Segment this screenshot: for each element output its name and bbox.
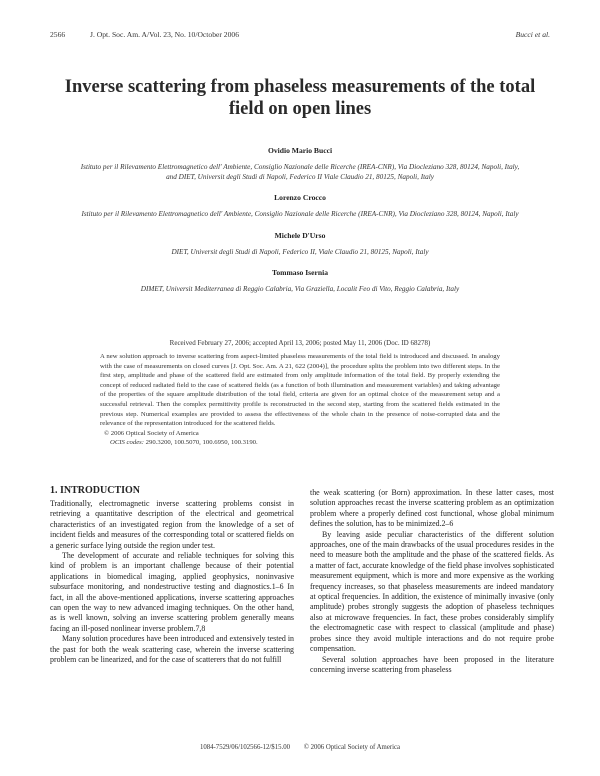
abstract xyxy=(100,352,500,448)
footer-copyright: © 2006 Optical Society of America xyxy=(303,744,401,751)
page-footer xyxy=(0,744,600,751)
paragraph: Several solution approaches have been proposed in the literature concerning inverse scattering from phaseless xyxy=(310,654,554,674)
paragraph: The development of accurate and reliable techniques for solving this kind of problem is an important challenge because of their potential applications in biomedical imaging, applied geophysics, noninvasive subsurface monitoring, and nondestructive testing and diagnostics.1–6 In fact, in all the above-mentioned applications, inverse scattering approaches can open the way to new advanced imaging techniques. On the other hand, as is well known, solving an inverse scattering problem generally means facing an ill-posed nonlinear inverse problem.7,8 xyxy=(50,551,294,633)
author-name: Ovidio Mario Bucci xyxy=(267,146,333,155)
author-list xyxy=(80,145,520,304)
ocis-codes xyxy=(110,438,500,448)
paper-title: Inverse scattering from phaseless measurements of the total field on open lines xyxy=(64,77,536,119)
ocis-label: OCIS codes: xyxy=(110,439,144,447)
author-affiliation: DIMET, Universit Mediterranea di Reggio Calabria, Via Graziella, Localit Feo di Vito, Reggio Calabria, Italy xyxy=(140,284,460,293)
footer-issn: 1084-7529/06/102566-12/$15.00 xyxy=(199,744,290,751)
received-dates: Received February 27, 2006; accepted April 13, 2006; posted May 11, 2006 (Doc. ID 68278) xyxy=(169,339,431,347)
page-number: 2566 xyxy=(50,30,66,39)
ocis-code-list: 290.3200, 100.5070, 100.6950, 100.3190. xyxy=(145,439,258,447)
paragraph: By leaving aside peculiar characteristics of the different solution approaches, one of the main drawbacks of the usual procedures resides in the need to measure both the amplitude and the phase of the scattered fields. As a matter of fact, accurate knowledge of the field phase involves sophisticated measurement equipment, which is more and more expensive as the working frequency increases, so that phaseless measurements are indeed mandatory at optical frequencies. In addition, the existence of minimally invasive (only amplitude) probes strongly suggests the adoption of phaseless techniques also at microwave frequencies. In fact, these probes considerably simplify the electromagnetic case with respect to classical (amplitude and phase) probes since they avoid multiple interactions and do not require probe compensation. xyxy=(310,529,554,654)
paragraph: the weak scattering (or Born) approximation. In these latter cases, most solution approaches recast the inverse scattering problem as an optimization problem where a properly defined cost functional, whose global minimum defines the solution, has to be minimized.2–6 xyxy=(310,488,554,529)
paragraph: Many solution procedures have been introduced and extensively tested in the past for both the weak scattering case, wherein the inverse scattering problem can be linearized, and for the case of scatterers that do not fulfill xyxy=(50,634,294,665)
author-name: Michele D'Urso xyxy=(274,230,326,240)
author-name: Lorenzo Crocco xyxy=(274,193,326,203)
body-column-left xyxy=(50,485,294,666)
author-block xyxy=(80,145,520,182)
section-heading: 1. INTRODUCTION xyxy=(50,485,141,496)
author-affiliation: DIET, Universit degli Studi di Napoli, Federico II, Viale Claudio 21, 80125, Napoli, Italy xyxy=(171,247,429,256)
author-name: Tommaso Isernia xyxy=(271,267,329,277)
paragraph: Traditionally, electromagnetic inverse scattering problems consist in retrieving a quantitative description of the electrical and geometrical characteristics of an investigated region from the knowledge of a set of incident fields and measures of the corresponding total or scattered fields on a generic surface lying outside the region under test. xyxy=(50,499,294,550)
abstract-text: A new solution approach to inverse scattering from aspect-limited phaseless measurements of the total field is introduced and discussed. In analogy with the case of measurements on closed curves [J. Opt. Soc. Am. A 21, 622 (2004)], the procedure splits the problem into two different steps. In the first step, amplitude and phase of the scattered field are estimated from only amplitude information of the total field. By properly extending the concept of reduced radiated field to the case of scattered fields (as a function of both illumination and measurement variables) and taking advantage of the properties of the square amplitude distribution of the total field, criteria are given for an optimal choice of the measurement setup and a successful retrieval. Then the complex permittivity profile is reconstructed in the second step, starting from the scattered fields estimated in the previous step. Numerical examples are provided to assess the effectiveness of the whole chain in the presence of noise-corrupted data and the relevance of the representation introduced for the scattered fields. xyxy=(100,353,500,428)
body-column-right xyxy=(310,488,554,675)
running-author: Bucci et al. xyxy=(515,30,550,39)
author-block xyxy=(80,230,520,257)
author-block xyxy=(80,192,520,219)
journal-citation: J. Opt. Soc. Am. A/Vol. 23, No. 10/October 2006 xyxy=(90,30,239,39)
author-affiliation: Istituto per il Rilevamento Elettromagnetico dell' Ambiente, Consiglio Nazionale delle Ricerche (IREA-CNR), Via Diocleziano 328, 80124, Napoli, Italy, and DIET, Universit degli Studi di Napoli, Federico II Viale Claudio 21, 80125, Napoli, Italy xyxy=(80,163,520,182)
abstract-copyright: © 2006 Optical Society of America xyxy=(104,429,199,437)
author-block xyxy=(80,267,520,294)
author-affiliation: Istituto per il Rilevamento Elettromagnetico dell' Ambiente, Consiglio Nazionale delle Ricerche (IREA-CNR), Via Diocleziano 328, 80124, Napoli, Italy xyxy=(81,210,519,219)
